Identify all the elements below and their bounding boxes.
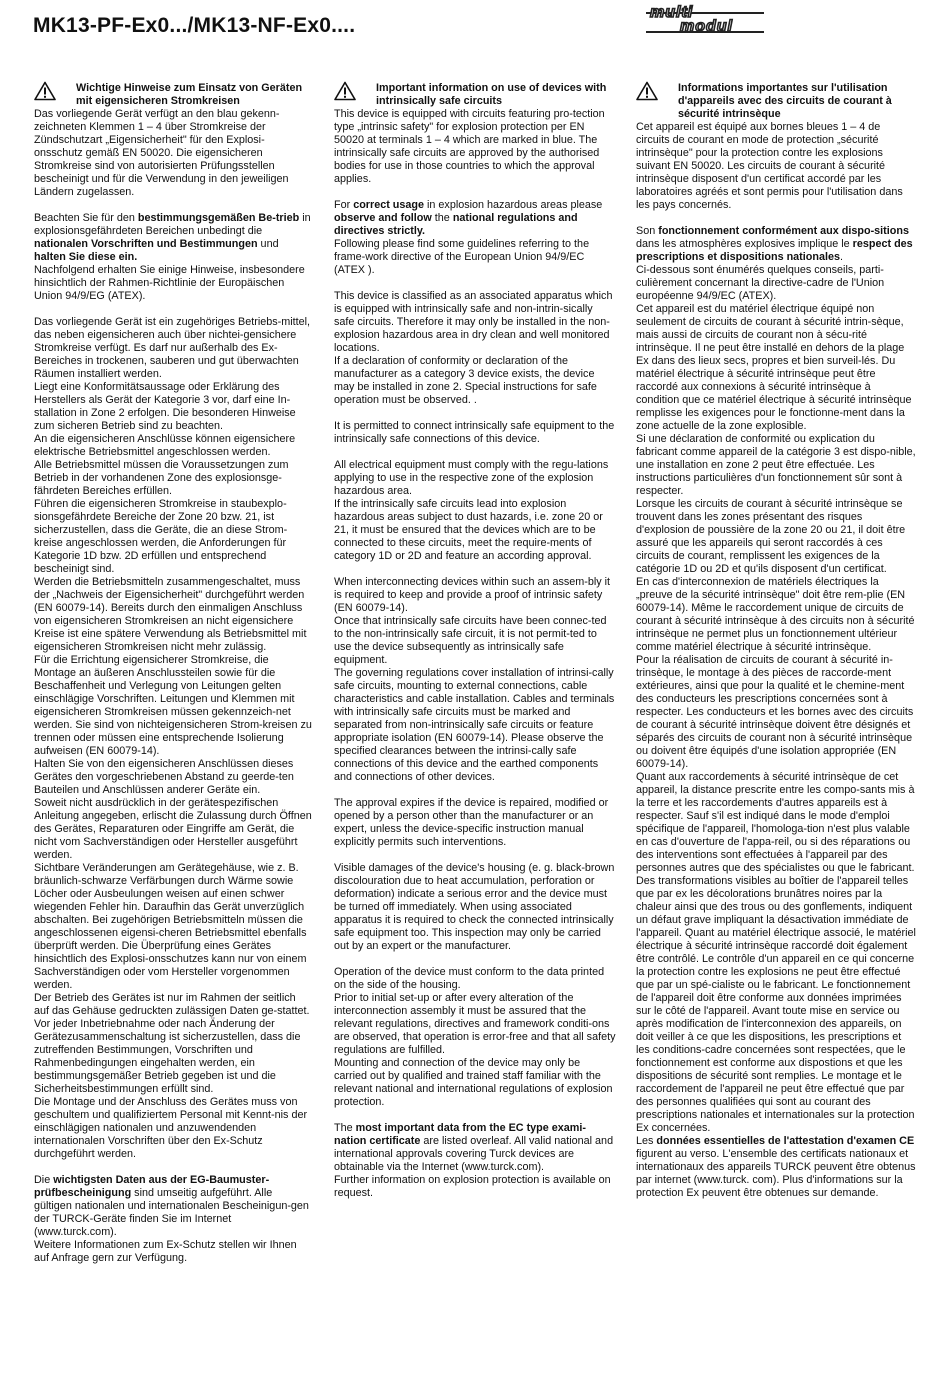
multimodul-logo: [640, 3, 768, 37]
english-paragraph-15: Mounting and connection of the device may only be carried out by qualified and trained staff familiar with the relevant national and international regulations of explosion protection.: [334, 1057, 613, 1108]
german-paragraph-3: Das vorliegende Gerät ist ein zugehöriges Betriebs-mittel, das neben eigensicheren auch über nichtei-gensichere Stromkreise verfügt. Es darf nur außerhalb des Ex-Bereiches in trockenen, sauberen und gut überwachten Räumen installiert werden.: [34, 316, 311, 380]
english-heading: [334, 82, 616, 108]
french-paragraph-2b: Ci-dessous sont énumérés quelques conseils, parti-culièrement concernant la directive-cadre de l'Union européenne 94/9/EC (ATEX).: [636, 264, 885, 302]
german-paragraph-8: Werden die Betriebsmitteln zusammengeschaltet, muss der „Nachweis der Eigensicherheit" durchgeführt werden (EN 60079-14). Bereits durch den einmaligen Anschluss von eigensicheren Stromkreisen an nicht eigensichere Kreise ist eine spätere Verwendung als Betriebsmittel mit eigensicheren Stromkreisen nicht mehr zulässig.: [34, 576, 307, 653]
english-paragraph-4: If a declaration of conformity or declaration of the manufacturer as a category 3 device exists, the device may be installed in zone 2. Special instructions for safe operation must be observed. .: [334, 355, 597, 406]
french-paragraph-4: Si une déclaration de conformité ou explication du fabricant comme appareil de la catégorie 3 est dispo-nible, une installation en zone 2 peut être effectuée. Les instructions particulières d'un fonctionnement sûr sont à respecter.: [636, 433, 916, 497]
column-german: [34, 82, 312, 1265]
english-paragraph-17: Further information on explosion protection is available on request.: [334, 1174, 611, 1199]
english-paragraph-7: If the intrinsically safe circuits lead into explosion hazardous areas subject to dust hazards, i.e. zone 20 or 21, it must be ensured that the devices which are to be connected to these circuits, meet the require-ments of category 1D or 2D and feature an according approval.: [334, 498, 603, 562]
english-paragraph-9: Once that intrinsically safe circuits have been connec-ted to the non-intrinsically safe circuit, it is not permit-ted to use the device subsequently as intrinsically safe equipment.: [334, 615, 607, 666]
german-paragraph-16: Weitere Informationen zum Ex-Schutz stellen wir Ihnen auf Anfrage gern zur Verfügung.: [34, 1239, 297, 1264]
logo-text-modul: modul: [680, 18, 733, 35]
german-paragraph-12: Sichtbare Veränderungen am Gerätegehäuse, wie z. B. bräunlich-schwarze Verfärbungen durch Wärme sowie Löcher oder Ausbeulungen weisen auf einen schwer wiegenden Fehler hin. Daraufhin das Gerät unverzüglich abschalten. Bei zugehörigen Betriebsmitteln müssen die angeschlossenen eigensi-cheren Betriebsmittel ebenfalls überprüft werden. Die Überprüfung eines Gerätes hinsichtlich des Explosi-onsschutzes kann nur von einem Sachverständigen oder vom Hersteller vorgenommen werden.: [34, 862, 307, 991]
english-paragraph-14: Prior to initial set-up or after every alteration of the interconnection assembly it must be assured that the relevant regulations, directives and framework conditi-ons are observed, that operation is error-free and that all safety regulations are fulfilled.: [334, 992, 616, 1056]
german-paragraph-13: Der Betrieb des Gerätes ist nur im Rahmen der seitlich auf das Gehäuse gedruckten zulässigen Daten ge-stattet. Vor jeder Inbetriebnahme oder nach Änderung der Gerätezusammenschaltung ist sicherzustellen, dass die zutreffenden Bestimmungen, Vorschriften und Rahmenbedingungen eingehalten werden, ein bestimmungsgemäßer Betrieb gegeben ist und die Sicherheitsbestimmungen erfüllt sind.: [34, 992, 310, 1095]
german-paragraph-11: Soweit nicht ausdrücklich in der gerätespezifischen Anleitung angegeben, erlischt die Zulassung durch Öffnen des Gerätes, Reparaturen oder Eingriffe am Gerät, die nicht vom Sachverständigen oder Hersteller ausgeführt werden.: [34, 797, 312, 861]
english-paragraph-2: For correct usage in explosion hazardous areas please observe and follow the national regulations and directives strictly.: [334, 199, 603, 237]
document-title: MK13-PF-Ex0.../MK13-NF-Ex0....: [33, 14, 356, 37]
german-paragraph-6: Alle Betriebsmittel müssen die Voraussetzungen zum Betrieb in der vorhandenen Zone des explosionsge-fährdeten Bereiches erfüllen.: [34, 459, 289, 497]
german-paragraph-5: An die eigensicheren Anschlüsse können eigensichere elektrische Betriebsmittel angeschlossen werden.: [34, 433, 296, 458]
german-paragraph-4: Liegt eine Konformitätsaussage oder Erklärung des Herstellers als Gerät der Kategorie 3 vor, darf eine In-stallation in Zone 2 erfolgen. Die besonderen Hinweise zum sicheren Betrieb sind zu beachten.: [34, 381, 296, 432]
german-paragraph-7: Führen die eigensicheren Stromkreise in staubexplo-sionsgefährdete Bereiche der Zone 20 bzw. 21, ist sicherzustellen, dass die Geräte, die an diese Strom-kreise angeschlossen werden, die Anforderungen für Kategorie 1D bzw. 2D erfüllen und entsprechend bescheinigt sind.: [34, 498, 288, 575]
english-paragraph-2b: Following please find some guidelines referring to the frame-work directive of the European Union 94/9/EC (ATEX ).: [334, 238, 590, 276]
english-paragraph-5: It is permitted to connect intrinsically safe equipment to the intrinsically safe connections of this device.: [334, 420, 615, 445]
english-paragraph-10: The governing regulations cover installation of intrinsi-cally safe circuits, mounting to external connections, cable characteristics and cable installation. Cables and terminals with intrinsically safe circuits must be marked and separated from non-intrinsically safe circuits or feature appropriate isolation (EN 60079-14). Please observe the specified clearances between the intrinsi-cally safe connections of this device and the earthed components and connections of other devices.: [334, 667, 615, 783]
column-french: [636, 82, 916, 1200]
warning-triangle-icon: [636, 81, 658, 101]
french-heading-text: Informations importantes sur l'utilisation d'appareils avec des circuits de courant à sécurité intrinsèque: [678, 82, 892, 120]
french-paragraph-6: En cas d'interconnexion de matériels électriques la „preuve de la sécurité intrinsèque" doit être rem-plie (EN 60079-14). Même le raccordement unique de circuits de courant à sécurité intrinsèque à des circuits non à sécurité intrinsèque ne permet plus un fonctionnement ultérieur comme matériel électrique à sécurité intrinsèque.: [636, 576, 915, 653]
french-paragraph-3: Cet appareil est du matériel électrique équipé non seulement de circuits de courant à sécurité intrin-sèque, mais aussi de circuits de courant non à sécu-rité intrinsèque. Il ne peut être installé en dehors de la plage Ex dans des lieux secs, propres et bien surveil-lés. Du matériel électrique à sécurité intrinsèque peut être raccordé aux connexions à sécurité intrinsèque à condition que ce matériel électrique à sécurité intrinsèque remplisse les exigences pour le fonctionne-ment dans la zone actuelle de la zone explosible.: [636, 303, 912, 432]
german-heading-text: Wichtige Hinweise zum Einsatz von Geräten mit eigensicheren Stromkreisen: [76, 82, 303, 107]
german-paragraph-10: Halten Sie von den eigensicheren Anschlüssen dieses Gerätes den vorgeschriebenen Abstand zu geerde-ten Bauteilen und Anschlüssen anderer Geräte ein.: [34, 758, 294, 796]
german-paragraph-2: Beachten Sie für den bestimmungsgemäßen Be-trieb in explosionsgefährdeten Bereichen unbedingt die nationalen Vorschriften und Bestimmungen und halten Sie diese ein.: [34, 212, 311, 263]
german-paragraph-15: Die wichtigsten Daten aus der EG-Baumuster-prüfbescheinigung sind umseitig aufgeführt. Alle gültigen nationalen und internationalen Bescheinigun-gen der TURCK-Geräte finden Sie im Internet (www.turck.com).: [34, 1174, 309, 1238]
french-paragraph-5: Lorsque les circuits de courant à sécurité intrinsèque se trouvent dans les zones présentant des risques d'explosion de poussière de la zone 20 ou 21, il doit être assuré que les appareils qui seront raccordés à ces circuits de courant, remplissent les exigences de la catégorie 1D ou 2D et qu'ils disposent d'un certificat.: [636, 498, 906, 575]
english-paragraph-3: This device is classified as an associated apparatus which is equipped with intrinsically safe and non-intrin-sically safe circuits. Therefore it may only be installed in the non-explosion hazardous area in dry clean and well monitored locations.: [334, 290, 613, 354]
english-paragraph-12: Visible damages of the device's housing (e. g. black-brown discolouration due to heat accumulation, perforation or deformation) indicate a serious error and the device must be turned off immediately. When using associated apparatus it is required to check the connected intrinsically safe equipment too. This inspection may only be carried out by an expert or the manufacturer.: [334, 862, 615, 952]
german-heading: [34, 82, 312, 108]
english-paragraph-11: The approval expires if the device is repaired, modified or opened by a person other than the manufacturer or an expert, unless the device-specific instruction manual explicitly permits such interventions.: [334, 797, 609, 848]
french-heading: [636, 82, 916, 121]
french-paragraph-10: Les données essentielles de l'attestation d'examen CE figurent au verso. L'ensemble des certificats nationaux et internationaux des appareils TURCK peuvent être obtenus par internet (www.turck. com). Plus d'informations sur la protection Ex peuvent être obtenues sur demande.: [636, 1135, 916, 1199]
english-paragraph-16: The most important data from the EC type exami-nation certificate are listed overleaf. All valid national and international approvals covering Turck devices are obtainable via the Internet (www.turck.com).: [334, 1122, 614, 1173]
french-paragraph-2: Son fonctionnement conformément aux dispo-sitions dans les atmosphères explosives implique le respect des prescriptions et dispositions nationales.: [636, 225, 913, 263]
french-paragraph-9: Des transformations visibles au boîtier de l'appareil telles que par ex les décolorations brunâtres noires par la chaleur ainsi que des trous ou des gonflements, indiquent un défaut grave impliquant la désactivation immédiate de l'appareil. Quant au matériel électrique associé, le matériel électrique à sécurité intrinsèque raccordé doit également être contrôlé. Le contrôle d'un appareil en ce qui concerne la protection contre les explosions ne peut être effectué que par un spé-cialiste ou le fabricant. Le fonctionnement de l'appareil doit être conforme aux données imprimées sur le côté de l'appareil. Avant toute mise en service ou après modification de l'interconnexion des appareils, on doit veiller à ce que les dispositions, les prescriptions et les conditions-cadre concernées sont respectées, que le fonctionnement est conforme aux dispostions et que les dispositions de sécurité sont remplies. Le montage et le raccordement de l'appareil ne peut être effectué que par des personnes qualifiées qui sont au courant des prescriptions nationales et internationales sur la protection Ex concernées.: [636, 875, 916, 1134]
german-paragraph-2b: Nachfolgend erhalten Sie einige Hinweise, insbesondere hinsichtlich der Rahmen-Richtlinie der Europäischen Union 94/9/EG (ATEX).: [34, 264, 305, 302]
english-paragraph-1: This device is equipped with circuits featuring pro-tection type „intrinsic safety" for explosion protection per EN 50020 at terminals 1 – 4 which are marked in blue. The intrinsically safe circuits are approved by the authorised bodies for use in those countries to which the approval applies.: [334, 108, 605, 185]
logo-text-multi: multi: [650, 4, 694, 21]
german-paragraph-14: Die Montage und der Anschluss des Gerätes muss von geschultem und qualifiziertem Personal mit Kennt-nis der einschlägigen nationalen und anzuwendenden internationalen Vorschriften über den Ex-Schutz durchgeführt werden.: [34, 1096, 308, 1160]
english-heading-text: Important information on use of devices with intrinsically safe circuits: [376, 82, 607, 107]
french-paragraph-1: Cet appareil est équipé aux bornes bleues 1 – 4 de circuits de courant en mode de protection „sécurité intrinsèque" pour la protection contre les explosions suivant EN 50020. Les circuits de courant à sécurité intrinsèque disposent d'un certificat accordé par les laboratoires agréés et sont permis pour l'utilisation dans les pays concernés.: [636, 121, 903, 211]
french-paragraph-7: Pour la réalisation de circuits de courant à sécurité in-trinsèque, le montage à des pièces de raccorde-ment extérieures, ainsi que pour la qualité et le chemine-ment des conducteurs les prescriptions concernées sont à respecter. Les conducteurs et les bornes avec des circuits de courant à sécurité intrinsèque doivent être désignés et séparés des circuits de courant non à sécurité intrinsèque ou doivent être équipés d'une isolation appropriée (EN 60079-14).: [636, 654, 914, 770]
warning-triangle-icon: [334, 81, 356, 101]
french-paragraph-8: Quant aux raccordements à sécurité intrinsèque de cet appareil, la distance prescrite entre les compo-sants mis à la terre et les raccordements d'autres appareils est à respecter. Sauf s'il est indiqué dans le mode d'emploi spécifique de l'appareil, l'homologa-tion n'est plus valable en cas d'ouverture de l'appa-reil, ou si des réparations ou des interventions sont effectuées à l'appareil par des personnes autres que des spécialistes ou que le fabricant.: [636, 771, 915, 874]
english-paragraph-13: Operation of the device must conform to the data printed on the side of the housing.: [334, 966, 605, 991]
german-paragraph-1: Das vorliegende Gerät verfügt an den blau gekenn-zeichneten Klemmen 1 – 4 über Stromkreise der Zündschutzart „Eigensicherheit" für den Explosi-onsschutz gemäß EN 50020. Die eigensicheren Stromkreise sind von autorisierten Prüfungsstellen bescheinigt und für die Verwendung in den jeweiligen Ländern zugelassen.: [34, 108, 289, 198]
english-paragraph-8: When interconnecting devices within such an assem-bly it is required to keep and provide a proof of intrinsic safety (EN 60079-14).: [334, 576, 611, 614]
english-paragraph-6: All electrical equipment must comply with the regu-lations applying to use in the respective zone of the explosion hazardous area.: [334, 459, 609, 497]
warning-triangle-icon: [34, 81, 56, 101]
column-english: [334, 82, 616, 1200]
german-paragraph-9: Für die Errichtung eigensicherer Stromkreise, die Montage an äußeren Anschlussteilen sowie für die Beschaffenheit und Verlegung von Leitungen gelten einschlägige Vorschriften. Leitungen und Klemmen mit eigensicheren Stromkreisen müssen gekennzeich-net werden. Sie sind von nichteigensicheren Strom-kreisen zu trennen oder müssen eine entsprechende Isolierung aufweisen (EN 60079-14).: [34, 654, 312, 757]
